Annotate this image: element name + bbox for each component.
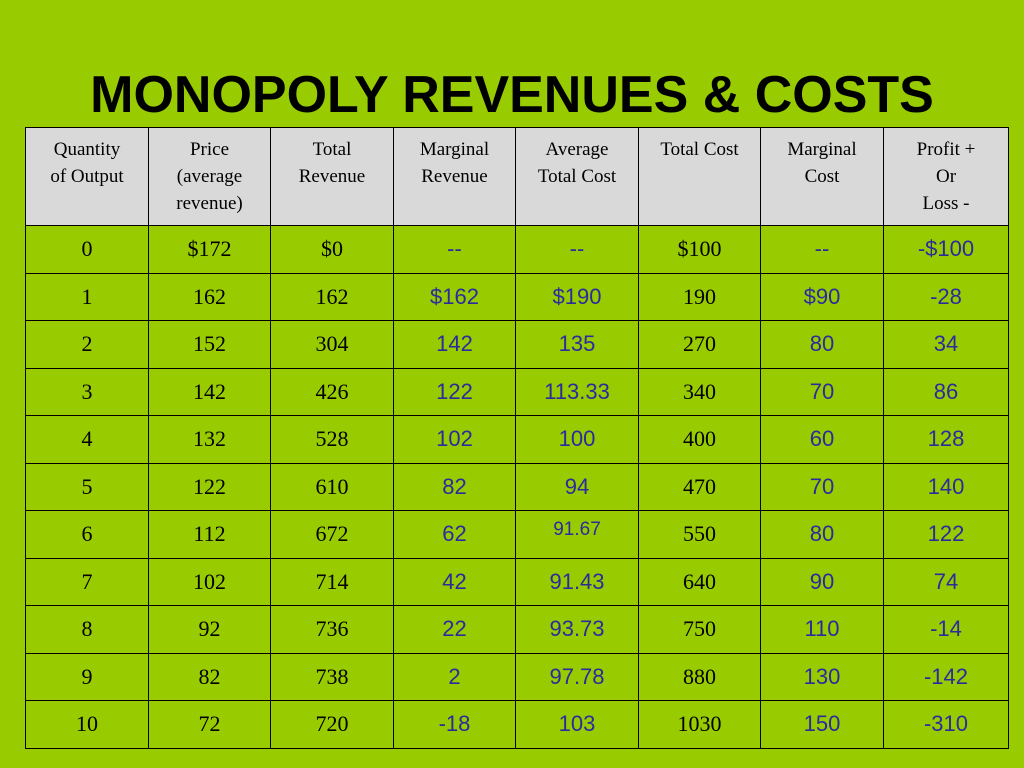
cell-quantity: 2 bbox=[26, 321, 149, 369]
cell-marginal-cost: 70 bbox=[761, 463, 884, 511]
cell-total-cost: 270 bbox=[639, 321, 761, 369]
table-row bbox=[26, 701, 1009, 749]
cell-profit-loss: 34 bbox=[884, 321, 1009, 369]
cell-total-revenue: 304 bbox=[271, 321, 394, 369]
cell-average-total-cost: -- bbox=[516, 226, 639, 274]
slide-title: MONOPOLY REVENUES & COSTS bbox=[90, 66, 934, 124]
cell-profit-loss: 140 bbox=[884, 463, 1009, 511]
cell-total-cost: 880 bbox=[639, 653, 761, 701]
header-total-cost: Total Cost bbox=[639, 128, 761, 226]
cell-total-cost: 340 bbox=[639, 368, 761, 416]
cell-price: 122 bbox=[149, 463, 271, 511]
cell-average-total-cost: 135 bbox=[516, 321, 639, 369]
cell-total-cost: 190 bbox=[639, 273, 761, 321]
cell-total-revenue: 720 bbox=[271, 701, 394, 749]
table-row bbox=[26, 558, 1009, 606]
cell-average-total-cost: 97.78 bbox=[516, 653, 639, 701]
cell-price: 112 bbox=[149, 511, 271, 559]
cell-marginal-revenue: 62 bbox=[394, 511, 516, 559]
header-quantity: Quantity of Output bbox=[26, 128, 149, 226]
cell-marginal-revenue: 122 bbox=[394, 368, 516, 416]
cell-profit-loss: 74 bbox=[884, 558, 1009, 606]
table-row bbox=[26, 511, 1009, 559]
header-average-total-cost: Average Total Cost bbox=[516, 128, 639, 226]
cell-marginal-cost: 80 bbox=[761, 511, 884, 559]
cell-marginal-revenue: 82 bbox=[394, 463, 516, 511]
table-row bbox=[26, 653, 1009, 701]
cell-total-cost: 1030 bbox=[639, 701, 761, 749]
cell-marginal-revenue: 22 bbox=[394, 606, 516, 654]
cell-marginal-revenue: -18 bbox=[394, 701, 516, 749]
cell-price: $172 bbox=[149, 226, 271, 274]
header-price: Price (average revenue) bbox=[149, 128, 271, 226]
cell-total-cost: 640 bbox=[639, 558, 761, 606]
cell-average-total-cost: 94 bbox=[516, 463, 639, 511]
cell-total-revenue: 162 bbox=[271, 273, 394, 321]
cell-total-revenue: 736 bbox=[271, 606, 394, 654]
cell-total-revenue: 528 bbox=[271, 416, 394, 464]
table-row bbox=[26, 463, 1009, 511]
cell-quantity: 3 bbox=[26, 368, 149, 416]
cell-profit-loss: -310 bbox=[884, 701, 1009, 749]
cell-total-cost: 750 bbox=[639, 606, 761, 654]
cell-marginal-cost: 60 bbox=[761, 416, 884, 464]
cell-quantity: 7 bbox=[26, 558, 149, 606]
cell-total-revenue: $0 bbox=[271, 226, 394, 274]
cell-price: 92 bbox=[149, 606, 271, 654]
cell-average-total-cost: 113.33 bbox=[516, 368, 639, 416]
cell-price: 82 bbox=[149, 653, 271, 701]
cell-quantity: 9 bbox=[26, 653, 149, 701]
cell-price: 142 bbox=[149, 368, 271, 416]
cell-quantity: 1 bbox=[26, 273, 149, 321]
cell-marginal-cost: $90 bbox=[761, 273, 884, 321]
table-row bbox=[26, 226, 1009, 274]
cell-profit-loss: -28 bbox=[884, 273, 1009, 321]
table-row bbox=[26, 273, 1009, 321]
cell-profit-loss: 86 bbox=[884, 368, 1009, 416]
cell-marginal-cost: 110 bbox=[761, 606, 884, 654]
cell-quantity: 6 bbox=[26, 511, 149, 559]
cell-price: 132 bbox=[149, 416, 271, 464]
cell-marginal-revenue: -- bbox=[394, 226, 516, 274]
cell-total-cost: 400 bbox=[639, 416, 761, 464]
header-marginal-cost: Marginal Cost bbox=[761, 128, 884, 226]
cell-price: 162 bbox=[149, 273, 271, 321]
table-row bbox=[26, 416, 1009, 464]
cell-profit-loss: -$100 bbox=[884, 226, 1009, 274]
header-marginal-revenue: Marginal Revenue bbox=[394, 128, 516, 226]
cell-marginal-revenue: $162 bbox=[394, 273, 516, 321]
cell-quantity: 5 bbox=[26, 463, 149, 511]
cell-marginal-revenue: 102 bbox=[394, 416, 516, 464]
revenue-cost-table bbox=[25, 127, 1009, 749]
cell-total-revenue: 610 bbox=[271, 463, 394, 511]
cell-marginal-revenue: 42 bbox=[394, 558, 516, 606]
cell-average-total-cost: 91.67 bbox=[516, 511, 639, 559]
cell-profit-loss: 128 bbox=[884, 416, 1009, 464]
cell-marginal-cost: 70 bbox=[761, 368, 884, 416]
cell-profit-loss: 122 bbox=[884, 511, 1009, 559]
cell-average-total-cost: 93.73 bbox=[516, 606, 639, 654]
cell-quantity: 0 bbox=[26, 226, 149, 274]
cell-profit-loss: -142 bbox=[884, 653, 1009, 701]
cell-total-cost: $100 bbox=[639, 226, 761, 274]
header-total-revenue: Total Revenue bbox=[271, 128, 394, 226]
cell-marginal-cost: 80 bbox=[761, 321, 884, 369]
cell-marginal-cost: 150 bbox=[761, 701, 884, 749]
cell-marginal-cost: -- bbox=[761, 226, 884, 274]
cell-profit-loss: -14 bbox=[884, 606, 1009, 654]
cell-total-cost: 470 bbox=[639, 463, 761, 511]
cell-average-total-cost: $190 bbox=[516, 273, 639, 321]
table-row bbox=[26, 368, 1009, 416]
cell-total-revenue: 714 bbox=[271, 558, 394, 606]
cell-marginal-cost: 130 bbox=[761, 653, 884, 701]
cell-total-revenue: 672 bbox=[271, 511, 394, 559]
cell-price: 102 bbox=[149, 558, 271, 606]
cell-quantity: 8 bbox=[26, 606, 149, 654]
cell-quantity: 10 bbox=[26, 701, 149, 749]
cell-total-revenue: 426 bbox=[271, 368, 394, 416]
table-row bbox=[26, 321, 1009, 369]
header-row bbox=[26, 128, 1009, 226]
cell-price: 152 bbox=[149, 321, 271, 369]
cell-average-total-cost: 91.43 bbox=[516, 558, 639, 606]
cell-average-total-cost: 103 bbox=[516, 701, 639, 749]
header-profit-loss: Profit + Or Loss - bbox=[884, 128, 1009, 226]
cell-price: 72 bbox=[149, 701, 271, 749]
cell-marginal-cost: 90 bbox=[761, 558, 884, 606]
cell-marginal-revenue: 2 bbox=[394, 653, 516, 701]
cell-total-cost: 550 bbox=[639, 511, 761, 559]
cell-total-revenue: 738 bbox=[271, 653, 394, 701]
table-row bbox=[26, 606, 1009, 654]
cell-quantity: 4 bbox=[26, 416, 149, 464]
cell-marginal-revenue: 142 bbox=[394, 321, 516, 369]
cell-average-total-cost: 100 bbox=[516, 416, 639, 464]
